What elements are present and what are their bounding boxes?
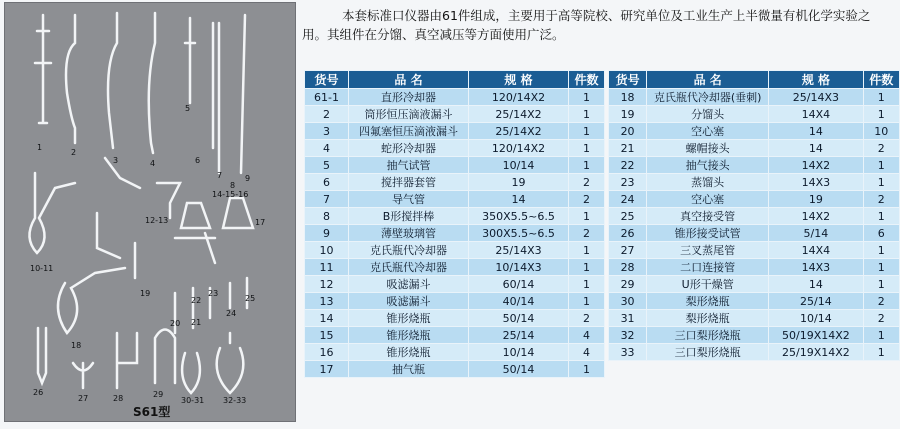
header-spec: 规 格 (769, 71, 863, 89)
parts-table-left (304, 70, 605, 378)
item-spec-cell: 14X3 (769, 174, 863, 191)
table-row (609, 123, 900, 140)
photo-label: 3 (113, 156, 119, 165)
photo-label: 29 (153, 390, 164, 399)
item-qty-cell: 1 (569, 123, 605, 140)
item-no-cell: 24 (609, 191, 647, 208)
photo-label: 17 (255, 218, 266, 227)
item-spec-cell: 19 (769, 191, 863, 208)
table-row (609, 208, 900, 225)
photo-label: 8 (230, 181, 236, 190)
item-name-cell: 筒形恒压滴液漏斗 (349, 106, 469, 123)
header-qty: 件数 (569, 71, 605, 89)
header-qty: 件数 (863, 71, 899, 89)
photo-label: 6 (195, 156, 201, 165)
item-name-cell: 薄壁玻璃管 (349, 225, 469, 242)
photo-label: 20 (170, 319, 181, 328)
item-spec-cell: 25/14X2 (469, 106, 569, 123)
item-no-cell: 3 (305, 123, 349, 140)
item-spec-cell: 25/14X3 (469, 242, 569, 259)
item-no-cell: 31 (609, 310, 647, 327)
table-row (305, 242, 605, 259)
item-no-cell: 28 (609, 259, 647, 276)
header-item-no: 货号 (609, 71, 647, 89)
item-spec-cell: 25/14 (469, 327, 569, 344)
item-name-cell: 空心塞 (647, 123, 769, 140)
item-qty-cell: 2 (569, 191, 605, 208)
photo-label: 14-15-16 (212, 190, 249, 199)
item-name-cell: 梨形烧瓶 (647, 293, 769, 310)
item-name-cell: 导气管 (349, 191, 469, 208)
table-row (609, 259, 900, 276)
photo-label: 1 (37, 143, 43, 152)
item-no-cell: 20 (609, 123, 647, 140)
item-name-cell: 抽气瓶 (349, 361, 469, 378)
item-spec-cell: 10/14 (469, 157, 569, 174)
item-qty-cell: 1 (569, 242, 605, 259)
item-no-cell: 17 (305, 361, 349, 378)
item-name-cell: 蛇形冷却器 (349, 140, 469, 157)
item-spec-cell: 25/19X14X2 (769, 344, 863, 361)
header-name: 品 名 (647, 71, 769, 89)
table-row (609, 191, 900, 208)
item-no-cell: 16 (305, 344, 349, 361)
table-row (305, 361, 605, 378)
photo-label: 18 (71, 341, 82, 350)
item-spec-cell: 40/14 (469, 293, 569, 310)
item-no-cell: 25 (609, 208, 647, 225)
item-name-cell: 分馏头 (647, 106, 769, 123)
item-qty-cell: 1 (569, 157, 605, 174)
item-qty-cell: 6 (863, 225, 899, 242)
item-qty-cell: 1 (863, 106, 899, 123)
item-no-cell: 7 (305, 191, 349, 208)
item-spec-cell: 50/19X14X2 (769, 327, 863, 344)
item-name-cell: 螺帽接头 (647, 140, 769, 157)
item-qty-cell: 1 (863, 276, 899, 293)
item-spec-cell: 14X2 (769, 208, 863, 225)
item-spec-cell: 350X5.5~6.5 (469, 208, 569, 225)
table-row (609, 242, 900, 259)
item-name-cell: 二口连接管 (647, 259, 769, 276)
item-qty-cell: 4 (569, 327, 605, 344)
table-row (305, 140, 605, 157)
item-qty-cell: 1 (569, 361, 605, 378)
item-spec-cell: 5/14 (769, 225, 863, 242)
item-no-cell: 12 (305, 276, 349, 293)
photo-label: 5 (185, 104, 191, 113)
item-no-cell: 11 (305, 259, 349, 276)
item-no-cell: 32 (609, 327, 647, 344)
item-name-cell: 克氏瓶代冷却器 (349, 259, 469, 276)
item-qty-cell: 1 (863, 89, 899, 106)
photo-label: 2 (71, 148, 77, 157)
item-name-cell: B形搅拌棒 (349, 208, 469, 225)
table-row (305, 310, 605, 327)
model-label: S61型 (133, 405, 171, 419)
table-row (609, 276, 900, 293)
item-no-cell: 2 (305, 106, 349, 123)
photo-label: 21 (191, 318, 202, 327)
item-qty-cell: 2 (569, 174, 605, 191)
photo-label: 9 (245, 174, 251, 183)
item-qty-cell: 1 (863, 327, 899, 344)
item-name-cell: 三口梨形烧瓶 (647, 344, 769, 361)
item-spec-cell: 14 (769, 140, 863, 157)
item-qty-cell: 1 (863, 174, 899, 191)
table-row (609, 327, 900, 344)
item-no-cell: 21 (609, 140, 647, 157)
item-qty-cell: 1 (863, 242, 899, 259)
item-spec-cell: 120/14X2 (469, 140, 569, 157)
item-qty-cell: 1 (863, 259, 899, 276)
header-spec: 规 格 (469, 71, 569, 89)
item-no-cell: 9 (305, 225, 349, 242)
photo-label: 30-31 (181, 396, 205, 405)
item-spec-cell: 50/14 (469, 310, 569, 327)
item-spec-cell: 14X4 (769, 106, 863, 123)
item-spec-cell: 14X2 (769, 157, 863, 174)
table-row (305, 191, 605, 208)
glassware-photo (4, 2, 296, 422)
item-name-cell: 三叉蒸尾管 (647, 242, 769, 259)
item-qty-cell: 2 (569, 225, 605, 242)
item-name-cell: 抽气接头 (647, 157, 769, 174)
table-row (305, 123, 605, 140)
intro-text: 本套标准口仪器由61件组成，主要用于高等院校、研究单位及工业生产上半微量有机化学实验之用。其组件在分馏、真空减压等方面使用广泛。 (302, 8, 871, 42)
table-row (609, 157, 900, 174)
item-name-cell: U形干燥管 (647, 276, 769, 293)
item-no-cell: 61-1 (305, 89, 349, 106)
item-name-cell: 蒸馏头 (647, 174, 769, 191)
item-no-cell: 14 (305, 310, 349, 327)
item-no-cell: 15 (305, 327, 349, 344)
photo-label: 25 (245, 294, 256, 303)
item-no-cell: 22 (609, 157, 647, 174)
table-row (609, 293, 900, 310)
item-spec-cell: 14 (469, 191, 569, 208)
header-item-no: 货号 (305, 71, 349, 89)
item-qty-cell: 10 (863, 123, 899, 140)
table-header-row (305, 71, 605, 89)
table-row (609, 344, 900, 361)
item-spec-cell: 50/14 (469, 361, 569, 378)
table-row (305, 89, 605, 106)
item-spec-cell: 300X5.5~6.5 (469, 225, 569, 242)
item-no-cell: 4 (305, 140, 349, 157)
item-spec-cell: 14 (769, 276, 863, 293)
photo-label: 19 (140, 289, 151, 298)
item-no-cell: 23 (609, 174, 647, 191)
item-spec-cell: 25/14 (769, 293, 863, 310)
item-qty-cell: 2 (863, 140, 899, 157)
parts-table-right (608, 70, 900, 361)
photo-label: 23 (208, 289, 219, 298)
item-qty-cell: 1 (569, 140, 605, 157)
table-row (305, 208, 605, 225)
item-no-cell: 6 (305, 174, 349, 191)
item-name-cell: 锥形烧瓶 (349, 327, 469, 344)
photo-label: 7 (217, 171, 223, 180)
item-spec-cell: 14 (769, 123, 863, 140)
item-name-cell: 吸滤漏斗 (349, 293, 469, 310)
table-row (305, 327, 605, 344)
item-name-cell: 空心塞 (647, 191, 769, 208)
item-name-cell: 三口梨形烧瓶 (647, 327, 769, 344)
item-spec-cell: 120/14X2 (469, 89, 569, 106)
photo-label: 28 (113, 394, 124, 403)
item-name-cell: 锥形烧瓶 (349, 310, 469, 327)
photo-label: 32-33 (223, 396, 247, 405)
item-qty-cell: 4 (569, 344, 605, 361)
item-name-cell: 吸滤漏斗 (349, 276, 469, 293)
item-spec-cell: 10/14 (469, 344, 569, 361)
item-spec-cell: 14X4 (769, 242, 863, 259)
item-name-cell: 克氏瓶代冷却器(垂刺) (647, 89, 769, 106)
item-name-cell: 梨形烧瓶 (647, 310, 769, 327)
item-qty-cell: 2 (569, 310, 605, 327)
photo-label: 10-11 (30, 264, 54, 273)
item-name-cell: 克氏瓶代冷却器 (349, 242, 469, 259)
item-spec-cell: 10/14X3 (469, 259, 569, 276)
item-no-cell: 10 (305, 242, 349, 259)
photo-label: 22 (191, 296, 202, 305)
table-row (305, 259, 605, 276)
item-no-cell: 27 (609, 242, 647, 259)
header-name: 品 名 (349, 71, 469, 89)
table-row (609, 89, 900, 106)
item-qty-cell: 1 (863, 344, 899, 361)
item-spec-cell: 25/14X3 (769, 89, 863, 106)
item-qty-cell: 2 (863, 293, 899, 310)
item-no-cell: 18 (609, 89, 647, 106)
item-qty-cell: 1 (569, 208, 605, 225)
table-header-row (609, 71, 900, 89)
table-row (305, 344, 605, 361)
item-no-cell: 30 (609, 293, 647, 310)
item-qty-cell: 1 (569, 106, 605, 123)
item-qty-cell: 1 (863, 157, 899, 174)
item-qty-cell: 1 (863, 208, 899, 225)
item-qty-cell: 1 (569, 89, 605, 106)
item-spec-cell: 60/14 (469, 276, 569, 293)
table-row (609, 174, 900, 191)
table-row (305, 276, 605, 293)
item-no-cell: 26 (609, 225, 647, 242)
photo-label: 4 (150, 159, 156, 168)
item-qty-cell: 1 (569, 276, 605, 293)
item-no-cell: 29 (609, 276, 647, 293)
table-row (305, 157, 605, 174)
table-row (305, 174, 605, 191)
item-no-cell: 8 (305, 208, 349, 225)
item-name-cell: 真空接受管 (647, 208, 769, 225)
table-row (305, 106, 605, 123)
item-spec-cell: 19 (469, 174, 569, 191)
item-no-cell: 19 (609, 106, 647, 123)
photo-label: 12-13 (145, 216, 169, 225)
table-row (609, 140, 900, 157)
item-no-cell: 33 (609, 344, 647, 361)
item-name-cell: 锥形烧瓶 (349, 344, 469, 361)
table-row (609, 106, 900, 123)
item-name-cell: 搅拌器套管 (349, 174, 469, 191)
photo-label: 24 (226, 309, 237, 318)
item-name-cell: 四氟塞恒压滴液漏斗 (349, 123, 469, 140)
photo-label: 27 (78, 394, 89, 403)
table-row (305, 225, 605, 242)
item-spec-cell: 14X3 (769, 259, 863, 276)
item-no-cell: 13 (305, 293, 349, 310)
item-qty-cell: 2 (863, 191, 899, 208)
item-spec-cell: 10/14 (769, 310, 863, 327)
table-row (609, 225, 900, 242)
photo-label: 26 (33, 388, 44, 397)
item-name-cell: 锥形接受试管 (647, 225, 769, 242)
item-no-cell: 5 (305, 157, 349, 174)
table-row (609, 310, 900, 327)
item-qty-cell: 1 (569, 293, 605, 310)
table-row (305, 293, 605, 310)
item-name-cell: 直形冷却器 (349, 89, 469, 106)
glassware-illustration (5, 3, 295, 421)
item-qty-cell: 1 (569, 259, 605, 276)
item-qty-cell: 2 (863, 310, 899, 327)
item-spec-cell: 25/14X2 (469, 123, 569, 140)
item-name-cell: 抽气试管 (349, 157, 469, 174)
